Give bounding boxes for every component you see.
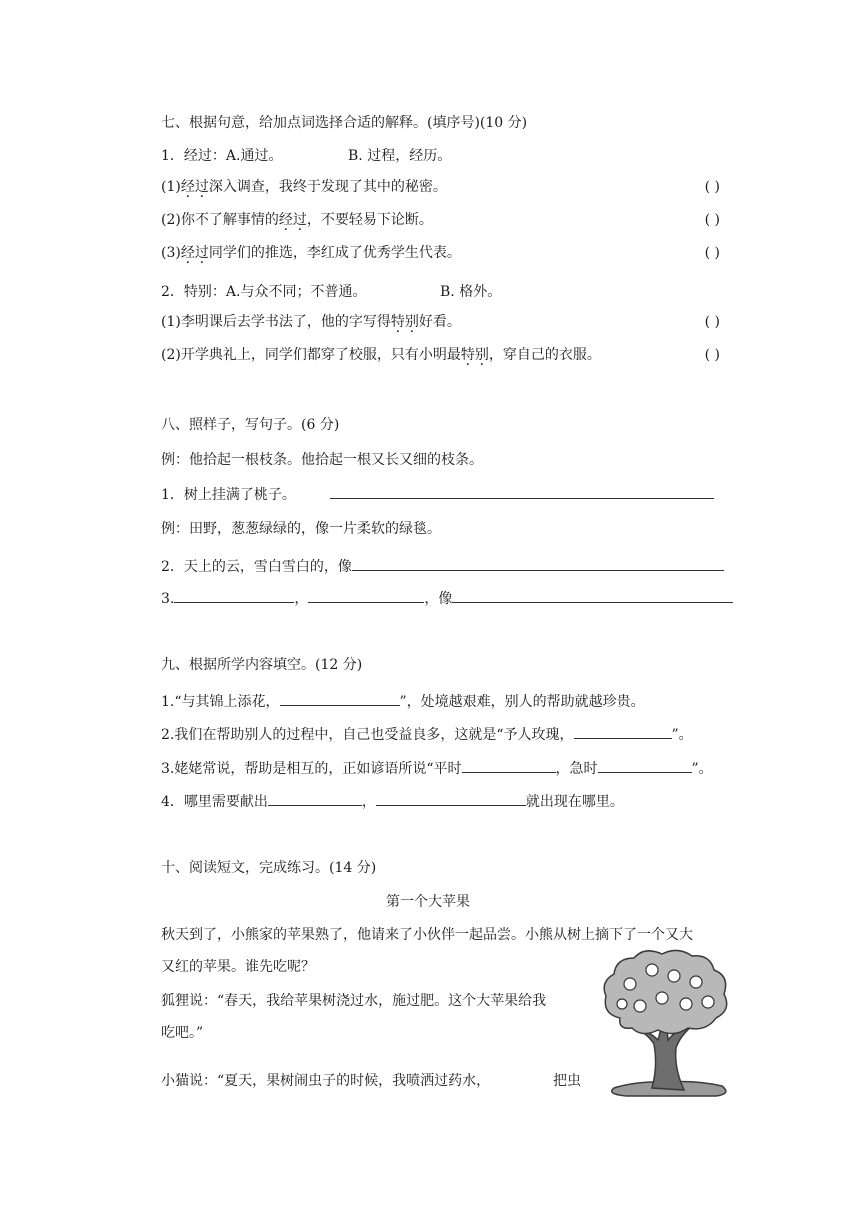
q9-4 (161, 791, 624, 811)
q9-1-text: 1.“与其锦上添花， (161, 694, 280, 710)
q8-3-like: ，像 (424, 591, 453, 607)
q7-2-num: 2．特别： (161, 284, 226, 300)
example-1: 例：他拾起一根枝条。他拾起一根又长又细的枝条。 (161, 452, 483, 468)
passage-paragraph-3-end: 把虫 (553, 1073, 581, 1089)
answer-blank[interactable] (574, 724, 672, 739)
q9-3 (161, 758, 713, 778)
answer-blank[interactable] (598, 758, 692, 773)
q9-3-text: 3.姥姥常说，帮助是相互的，正如谚语所说“平时 (161, 761, 462, 777)
example-2: 例：田野，葱葱绿绿的，像一片柔软的绿毯。 (161, 521, 441, 537)
item-text: (2)你不了解事情的 (161, 212, 279, 228)
q7-2-option-b: B. 格外。 (440, 284, 502, 300)
q8-3-num: 3. (161, 591, 175, 607)
answer-blank[interactable] (352, 556, 724, 571)
q7-1-item-1 (161, 178, 447, 196)
q7-2-item-1 (161, 313, 461, 331)
dotted-char: 特 (390, 314, 405, 330)
answer-blank[interactable] (268, 791, 362, 806)
q9-4-text: ， (361, 794, 376, 810)
q9-4-text: 4．哪里需要献出 (161, 794, 268, 810)
q8-2-text: 2．天上的云，雪白雪白的，像 (161, 559, 352, 575)
q8-3-comma: ， (294, 591, 309, 607)
answer-blank[interactable] (452, 588, 733, 603)
q9-2-text: ”。 (671, 727, 693, 743)
answer-paren[interactable]: ( ) (704, 314, 720, 330)
answer-blank[interactable] (330, 484, 714, 499)
q7-1-option-a: A.通过。 (225, 148, 283, 164)
dotted-char: 经 (278, 212, 293, 228)
answer-blank[interactable] (308, 588, 424, 603)
passage-paragraph-3: 小猫说：“夏天，果树闹虫子的时候，我喷洒过药水， (161, 1073, 491, 1089)
item-text: 好看。 (418, 314, 461, 330)
item-text: ，不要轻易下论断。 (306, 212, 433, 228)
dotted-char: 特 (460, 347, 475, 363)
dotted-char: 别 (404, 314, 419, 330)
dotted-char: 过 (194, 245, 209, 261)
answer-blank[interactable] (174, 588, 294, 603)
item-text: (1)李明课后去学书法了，他的字写得 (161, 314, 391, 330)
answer-paren[interactable]: ( ) (704, 212, 720, 228)
q8-2 (161, 556, 724, 576)
item-text: 同学们的推选，李红成了优秀学生代表。 (208, 245, 461, 261)
section-10-heading: 十、阅读短文，完成练习。(14 分) (161, 860, 377, 876)
passage-paragraph-2-cont: 吃吧。” (161, 1025, 204, 1041)
dotted-char: 过 (194, 179, 209, 195)
q8-1-text: 1．树上挂满了桃子。 (161, 487, 296, 503)
answer-blank[interactable] (280, 691, 400, 706)
dotted-char: 经 (180, 179, 195, 195)
q7-1-item-3 (161, 244, 461, 262)
passage-title: 第一个大苹果 (386, 894, 470, 910)
section-8-heading: 八、照样子，写句子。(6 分) (161, 417, 340, 433)
q7-1-stem (161, 147, 282, 165)
dotted-char: 过 (292, 212, 307, 228)
answer-blank[interactable] (462, 758, 556, 773)
item-text: (1) (161, 179, 181, 195)
q9-1-text: ”，处境越艰难，别人的帮助就越珍贵。 (399, 694, 645, 710)
q7-2-item-2 (161, 346, 601, 364)
q8-1 (161, 486, 296, 504)
section-9-heading: 九、根据所学内容填空。(12 分) (161, 657, 363, 673)
q9-3-text: ，急时 (555, 761, 598, 777)
apple-tree-illustration (596, 948, 738, 1102)
q7-2-stem (161, 283, 366, 301)
passage-paragraph-2: 狐狸说：“春天，我给苹果树浇过水，施过肥。这个大苹果给我 (161, 993, 547, 1009)
item-text: 深入调查，我终于发现了其中的秘密。 (208, 179, 447, 195)
answer-blank[interactable] (376, 791, 526, 806)
q8-3 (161, 588, 733, 608)
q9-2 (161, 724, 693, 744)
q7-1-item-2 (161, 211, 433, 229)
item-text: ，穿自己的衣服。 (488, 347, 601, 363)
item-text: (2)开学典礼上，同学们都穿了校服，只有小明最 (161, 347, 461, 363)
q7-2-option-a: A.与众不同；不普通。 (225, 284, 367, 300)
q7-1-option-b: B. 过程，经历。 (348, 148, 452, 164)
q7-1-num: 1．经过： (161, 148, 226, 164)
q9-4-text: 就出现在哪里。 (525, 794, 624, 810)
dotted-char: 经 (180, 245, 195, 261)
dotted-char: 别 (474, 347, 489, 363)
q9-1 (161, 691, 645, 711)
section-7-heading: 七、根据句意，给加点词选择合适的解释。(填序号)(10 分) (161, 115, 528, 131)
answer-paren[interactable]: ( ) (704, 245, 720, 261)
answer-paren[interactable]: ( ) (704, 347, 720, 363)
q9-3-text: ”。 (691, 761, 713, 777)
passage-paragraph-1: 秋天到了，小熊家的苹果熟了，他请来了小伙伴一起品尝。小熊从树上摘下了一个又大 (161, 927, 693, 943)
passage-paragraph-1-cont: 又红的苹果。谁先吃呢？ (161, 959, 315, 975)
q9-2-text: 2.我们在帮助别人的过程中，自己也受益良多，这就是“予人玫瑰， (161, 727, 574, 743)
answer-paren[interactable]: ( ) (704, 179, 720, 195)
item-text: (3) (161, 245, 181, 261)
